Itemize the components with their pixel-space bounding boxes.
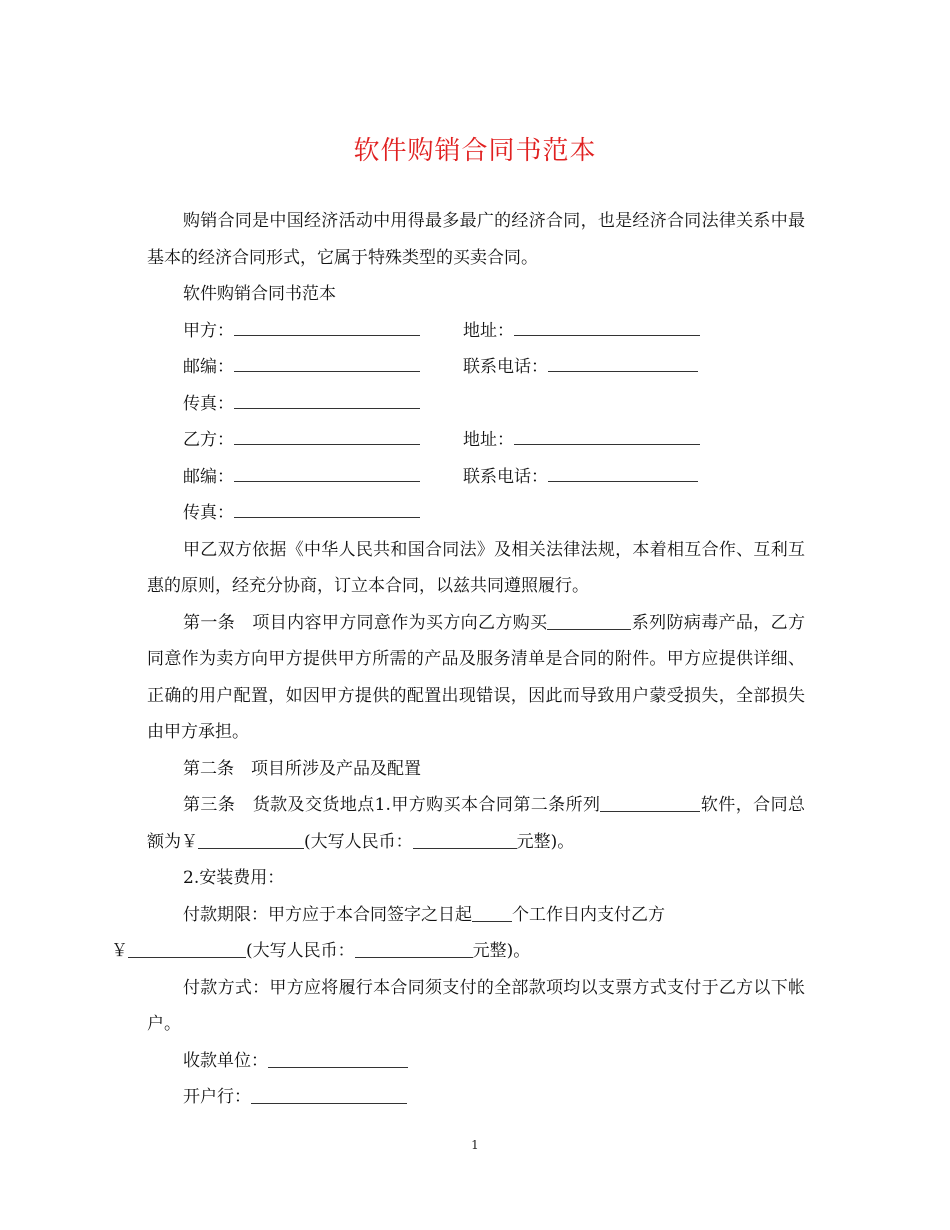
party-a-address-label: 地址： (463, 320, 514, 341)
payment-term-mid2: (大写人民币： (246, 941, 355, 961)
party-b-postcode-row (147, 459, 805, 496)
party-a-address-field[interactable] (514, 317, 700, 336)
party-b-address-label: 地址： (463, 430, 514, 450)
page-number: 1 (471, 1138, 479, 1152)
party-b-name-field[interactable] (234, 426, 420, 445)
preamble-paragraph: 甲乙双方依据《中华人民共和国合同法》及相关法律法规，本着相互合作、互利互惠的原则，经充分协商，订立本合同，以兹共同遵照履行。 (147, 539, 805, 596)
party-a-name-row (147, 313, 805, 350)
product-series-field[interactable] (547, 611, 631, 630)
bank-field[interactable] (251, 1085, 407, 1104)
article-3-prefix: 第三条 货款及交货地点1.甲方购买本合同第二条所列 (183, 795, 601, 815)
party-a-postcode-row (147, 349, 805, 386)
bank-label: 开户行： (183, 1087, 251, 1107)
payment-term-mid: 个工作日内支付乙方 (512, 904, 665, 925)
article-3-mid2: (大写人民币： (304, 831, 413, 852)
subtitle: 软件购销合同书范本 (183, 284, 336, 304)
party-b-fax-row (147, 495, 805, 532)
contract-amount-uppercase-field[interactable] (413, 830, 517, 849)
party-b-phone-field[interactable] (548, 463, 698, 482)
party-a-name-field[interactable] (234, 317, 420, 336)
party-a-phone-label: 联系电话： (463, 357, 548, 377)
payment-method-paragraph: 付款方式：甲方应将履行本合同须支付的全部款项均以支票方式支付于乙方以下帐户。 (147, 977, 805, 1034)
party-a-fax-row (147, 386, 805, 423)
article-1-prefix: 第一条 项目内容甲方同意作为买方向乙方购买 (183, 612, 548, 633)
payee-row (147, 1043, 805, 1080)
party-b-postcode-label: 邮编： (183, 466, 234, 487)
article-3-paragraph (147, 787, 805, 860)
party-a-postcode-label: 邮编： (183, 357, 234, 377)
payment-amount-field[interactable] (128, 939, 246, 958)
article-3-mid1: 软件，合同总额为￥ (147, 795, 806, 852)
party-b-address-field[interactable] (514, 426, 700, 445)
bank-row (147, 1079, 805, 1116)
party-b-fax-label: 传真： (183, 503, 234, 523)
article-1-paragraph (147, 605, 805, 751)
document-body (111, 203, 806, 1116)
work-days-field[interactable] (472, 903, 512, 922)
software-name-field[interactable] (600, 793, 700, 812)
party-b-name-label: 乙方： (183, 430, 234, 450)
payment-amount-uppercase-field[interactable] (355, 939, 473, 958)
contract-amount-field[interactable] (198, 830, 304, 849)
party-a-fax-field[interactable] (234, 390, 420, 409)
article-3-suffix: 元整)。 (516, 831, 575, 852)
party-b-postcode-field[interactable] (234, 463, 420, 482)
party-a-fax-label: 传真： (183, 393, 234, 414)
payment-term-suffix: 元整)。 (472, 941, 531, 961)
payment-currency: ￥ (111, 941, 128, 961)
article-1-suffix: 系列防病毒产品，乙方同意作为卖方向甲方提供甲方所需的产品及服务清单是合同的附件。甲方应提供详细、正确的用户配置，如因甲方提供的配置出现错误，因此而导致用户蒙受损失，全部损失由甲方承担。 (147, 612, 806, 742)
party-a-postcode-field[interactable] (234, 353, 420, 372)
install-fee-paragraph: 2.安装费用： (183, 868, 285, 888)
party-b-name-row (147, 422, 805, 459)
payment-term-paragraph (111, 897, 805, 970)
intro-paragraph: 购销合同是中国经济活动中用得最多最广的经济合同，也是经济合同法律关系中最基本的经济合同形式，它属于特殊类型的买卖合同。 (147, 211, 805, 268)
payee-label: 收款单位： (183, 1050, 268, 1071)
payment-term-prefix: 付款期限：甲方应于本合同签字之日起 (183, 904, 472, 925)
party-b-phone-label: 联系电话： (463, 466, 548, 487)
payee-field[interactable] (268, 1049, 408, 1068)
party-a-name-label: 甲方： (183, 320, 234, 341)
party-a-phone-field[interactable] (548, 353, 698, 372)
party-b-fax-field[interactable] (234, 499, 420, 518)
document-title: 软件购销合同书范本 (353, 136, 597, 166)
article-2-paragraph: 第二条 项目所涉及产品及配置 (183, 758, 421, 779)
